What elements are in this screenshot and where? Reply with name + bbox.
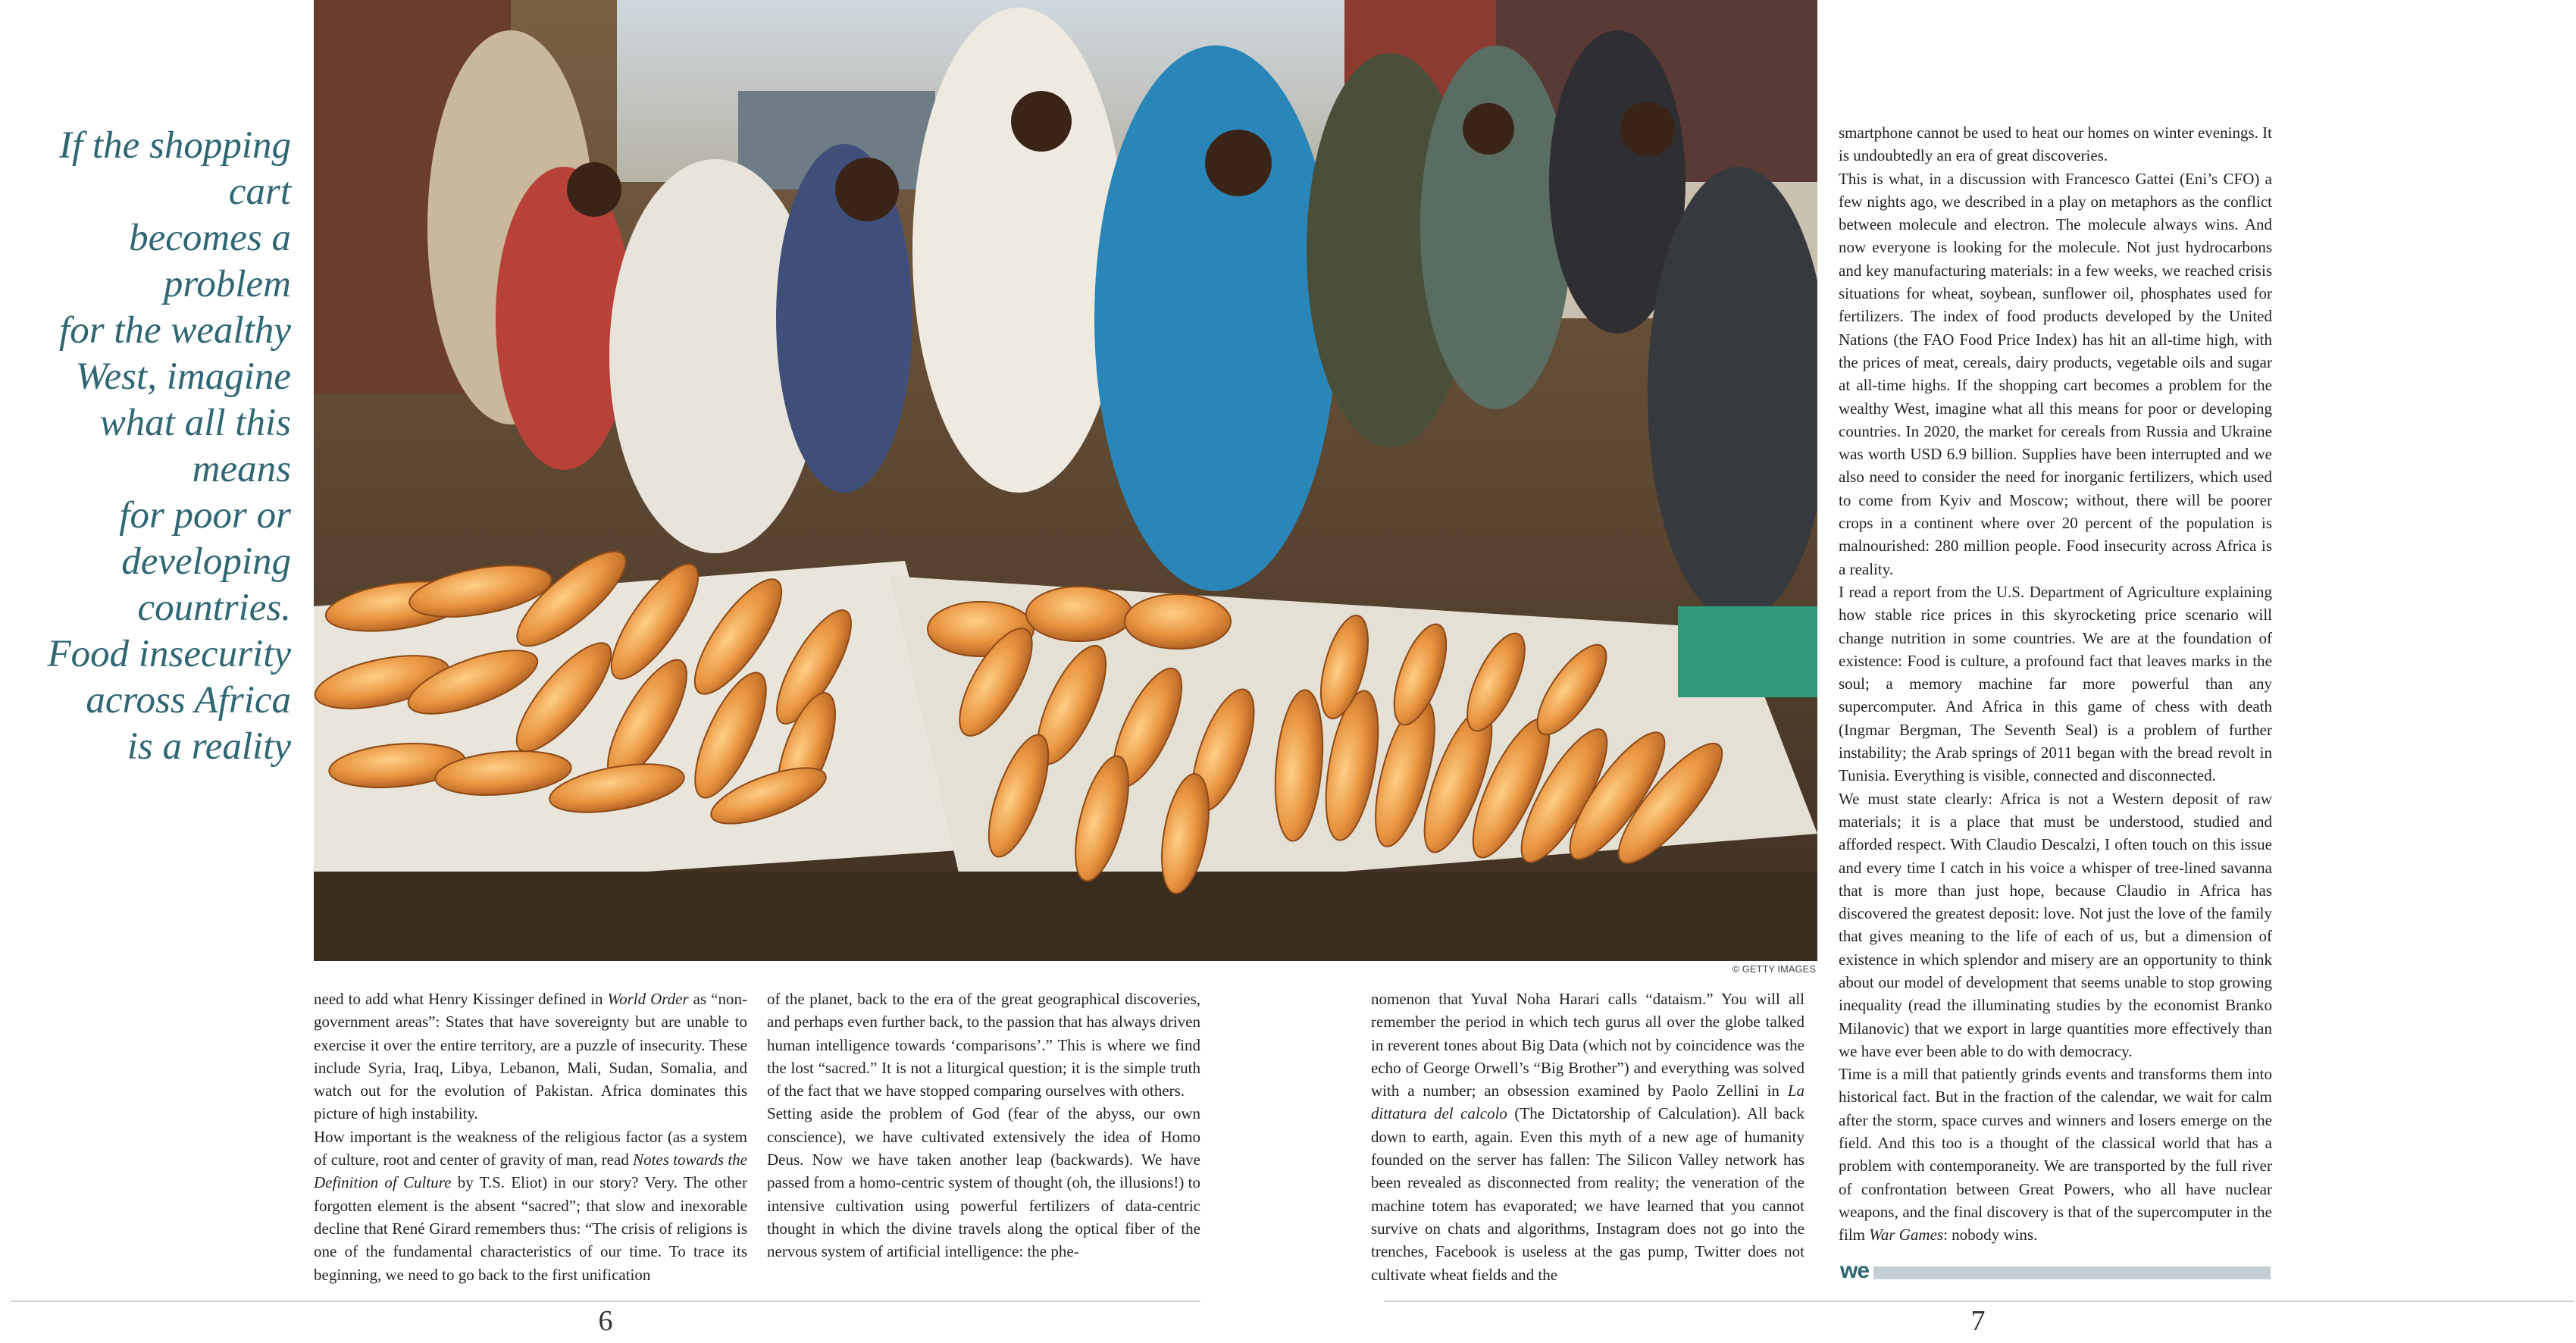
text-run: of the planet, back to the era of the great geographical discoveries, and perhaps even further back, to the passion that has always driven human intelligence towards ‘comparisons’.” This is where we find the lost “sacred.” It is not a liturgical question; it is the simple truth of the fact that we have stopped comparing ourselves with others. xyxy=(767,990,1200,1100)
market-photo xyxy=(314,0,1817,961)
text-run: need to add what Henry Kissinger defined in xyxy=(314,990,608,1008)
paragraph xyxy=(767,1102,1200,1263)
article-column-3 xyxy=(1371,988,1804,1286)
text-run: How important is the weakness of the religious factor (as a system of culture, root and center of gravity of man, read xyxy=(314,1127,747,1169)
pull-quote: If the shopping cart becomes a problem for the wealthy West, imagine what all this means for poor or developing countries. Food insecurity across Africa is a reality xyxy=(47,124,291,768)
page-number-right: 7 xyxy=(1970,1305,1986,1337)
italic-title: Notes towards the Definition of Culture xyxy=(314,1150,747,1192)
paragraph xyxy=(1839,121,2272,167)
paragraph xyxy=(1839,581,2272,787)
text-run: by T.S. Eliot) in our story? Very. The other forgotten element is the absent “sacred”; that slow and inexorable decline that René Girard remembers thus: “The crisis of religions is one of the fundamental characteristics of our time. To trace its beginning, we need to go back to the first unification xyxy=(314,1173,747,1284)
italic-title: World Order xyxy=(607,990,689,1008)
photo-credit: © GETTY IMAGES xyxy=(1732,963,1816,975)
paragraph xyxy=(767,988,1200,1102)
brand-logo: we xyxy=(1840,1258,1873,1284)
article-column-2 xyxy=(767,988,1200,1263)
text-run: : nobody wins. xyxy=(1943,1226,2038,1244)
italic-title: La dittatura del calcolo xyxy=(1371,1082,1804,1123)
text-run: as “non-government areas”: States that have sovereignty but are unable to exercise it over the entire territory, are a puzzle of insecurity. These include Syria, Iraq, Libya, Lebanon, Mali, Sudan, Somalia, and watch out for the evolution of Pakistan. Africa dominates this picture of high instability. xyxy=(314,990,747,1123)
page-number-left: 6 xyxy=(598,1305,613,1337)
text-run: Time is a mill that patiently grinds events and transforms them into historical fact. But in the fraction of the calendar, we wait for calm after the storm, space curves and winners and losers emerge on the field. And this too is a thought of the classical world that has a problem with contemporaneity. We are transported by the full river of confrontation between Great Powers, who all have nuclear weapons, and the final discovery is that of the supercomputer in the film xyxy=(1839,1065,2272,1244)
text-run: We must state clearly: Africa is not a Western deposit of raw materials; it is a place that must be understood, studied and afforded respect. With Claudio Descalzi, I often touch on this issue and every time I catch in his voice a whisper of tree-lined savanna that is more than just hope, because Claudio in Africa has discovered the greatest deposit: love. Not just the love of the family that gives meaning to the life of each of us, but a dimension of existence in which splendor and misery are an opportunity to think about our model of development that seems unable to stop growing inequality (read the illuminating studies by the economist Branko Milanovic) that we export in large quantities more effectively than we have ever been able to do with democracy. xyxy=(1839,789,2272,1060)
text-run: (The Dictatorship of Calculation). All back down to earth, again. Even this myth of a new age of humanity founded on the server has fallen: The Silicon Valley network has been revealed as disconnected from reality; the veneration of the machine totem has evaporated; we have learned that you cannot survive on chats and algorithms, Instagram does not go into the trenches, Facebook is useless at the gas pump, Twitter does not cultivate wheat fields and the xyxy=(1371,1104,1804,1284)
paragraph xyxy=(1371,988,1804,1286)
text-run: I read a report from the U.S. Department of Agriculture explaining how stable rice prices in this skyrocketing price scenario will change nutrition in some countries. We are at the foundation of existence: Food is culture, a profound fact that leaves marks in the soul; a memory machine far more powerful than any supercomputer. And Africa in this game of chess with death (Ingmar Bergman, The Seventh Seal) is a problem of further instability; the Arab springs of 2011 began with the bread revolt in Tunisia. Everything is visible, connected and disconnected. xyxy=(1839,582,2272,785)
article-column-4 xyxy=(1839,121,2272,1247)
paragraph xyxy=(1839,787,2272,1063)
paragraph xyxy=(1839,1063,2272,1246)
paragraph xyxy=(1839,167,2272,581)
text-run: Setting aside the problem of God (fear of the abyss, our own conscience), we have cultivated extensively the idea of Homo Deus. Now we have taken another leap (backwards). We have passed from a homo-centric system of thought (oh, the illusions!) to intensive cultivation using powerful fertilizers of data-centric thought in which the divine travels along the optical fiber of the nervous system of artificial intelligence: the phe- xyxy=(767,1104,1200,1261)
italic-title: War Games xyxy=(1869,1226,1944,1244)
brand-bar xyxy=(1840,1266,2271,1279)
text-run: smartphone cannot be used to heat our homes on winter evenings. It is undoubtedly an era of great discoveries. xyxy=(1839,124,2272,165)
paragraph xyxy=(314,988,747,1125)
paragraph xyxy=(314,1125,747,1286)
text-run: This is what, in a discussion with Francesco Gattei (Eni’s CFO) a few nights ago, we described in a play on metaphors as the conflict between molecule and electron. The molecule always wins. And now everyone is looking for the molecule. Not just hydrocarbons and key manufacturing materials: in a few weeks, we reached crisis situations for wheat, soybean, sunflower oil, phosphates used for fertilizers. The index of food products developed by the United Nations (the FAO Food Price Index) has hit an all-time high, with the prices of meat, cereals, dairy products, vegetable oils and sugar at all-time highs. If the shopping cart becomes a problem for the wealthy West, imagine what all this means for poor or developing countries. In 2020, the market for cereals from Russia and Ukraine was worth USD 6.9 billion. Supplies have been interrupted and we also need to consider the need for inorganic fertilizers, which used to come from Kyiv and Moscow; without, there will be poorer crops in a continent where over 20 percent of the population is malnourished: 280 million people. Food insecurity across Africa is a reality. xyxy=(1839,169,2272,578)
text-run: nomenon that Yuval Noha Harari calls “dataism.” You will all remember the period in which tech gurus all over the globe talked in reverent tones about Big Data (which not by coincidence was the echo of George Orwell’s “Big Brother”) and everything was solved with a number; an obsession examined by Paolo Zellini in xyxy=(1371,990,1804,1100)
article-column-1 xyxy=(314,988,747,1286)
